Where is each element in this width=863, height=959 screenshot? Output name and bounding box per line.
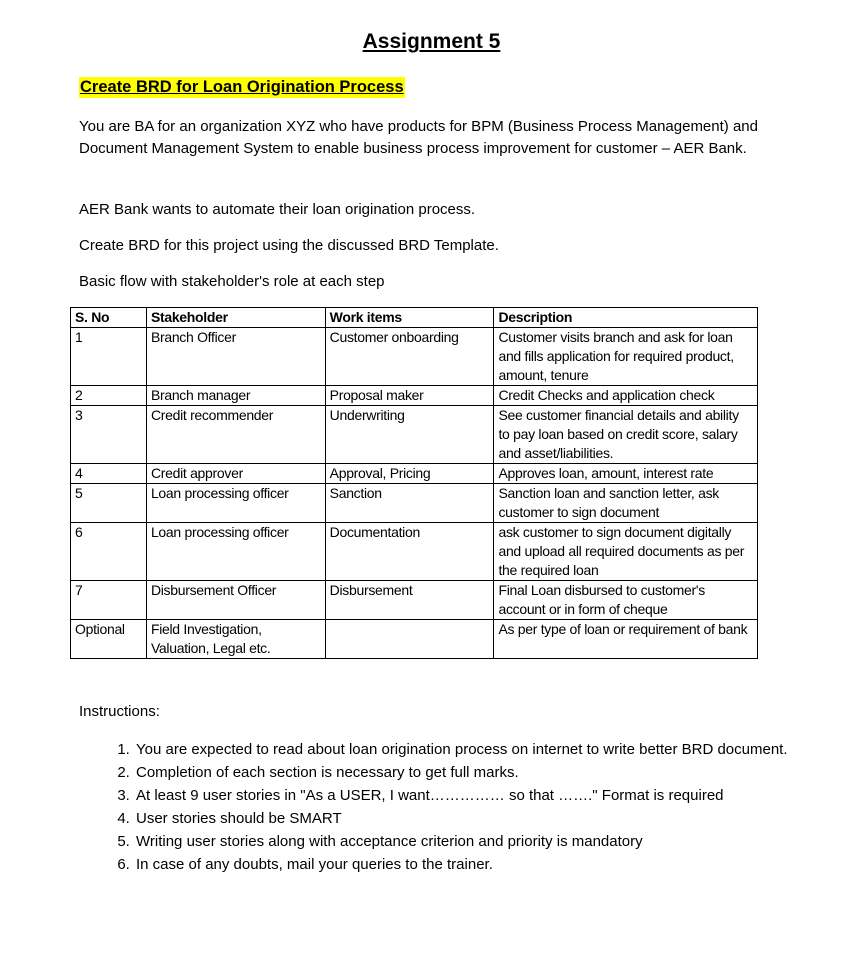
cell-stakeholder: Branch Officer <box>146 328 325 386</box>
instructions-list <box>104 738 834 876</box>
cell-work-item: Customer onboarding <box>325 328 494 386</box>
header-sno: S. No <box>71 308 147 328</box>
cell-work-item: Disbursement <box>325 581 494 620</box>
cell-sno: 1 <box>71 328 147 386</box>
table-row <box>71 620 758 659</box>
list-item: 3. At least 9 user stories in "As a USER, I want…………… so that ……." Format is required <box>134 784 834 807</box>
list-item: 4. User stories should be SMART <box>134 807 834 830</box>
cell-sno: Optional <box>71 620 147 659</box>
cell-stakeholder: Loan processing officer <box>146 523 325 581</box>
cell-work-item: Sanction <box>325 484 494 523</box>
cell-description: Final Loan disbursed to customer's account or in form of cheque <box>494 581 758 620</box>
table-row <box>71 523 758 581</box>
cell-sno: 5 <box>71 484 147 523</box>
cell-sno: 2 <box>71 386 147 406</box>
list-item: 5. Writing user stories along with acceptance criterion and priority is mandatory <box>134 830 834 853</box>
header-description: Description <box>494 308 758 328</box>
cell-stakeholder: Disbursement Officer <box>146 581 325 620</box>
list-item: 2. Completion of each section is necessary to get full marks. <box>134 761 834 784</box>
cell-description: Customer visits branch and ask for loan and fills application for required product, amount, tenure <box>494 328 758 386</box>
stakeholder-flow-table <box>70 307 758 659</box>
instructions-heading: Instructions: <box>79 703 160 720</box>
cell-sno: 3 <box>71 406 147 464</box>
cell-description: Credit Checks and application check <box>494 386 758 406</box>
cell-work-item <box>325 620 494 659</box>
cell-description: Approves loan, amount, interest rate <box>494 464 758 484</box>
cell-sno: 6 <box>71 523 147 581</box>
table-row <box>71 581 758 620</box>
cell-work-item: Approval, Pricing <box>325 464 494 484</box>
cell-stakeholder: Branch manager <box>146 386 325 406</box>
table-row <box>71 328 758 386</box>
cell-sno: 7 <box>71 581 147 620</box>
automation-paragraph: AER Bank wants to automate their loan origination process. <box>79 201 476 218</box>
table-row <box>71 406 758 464</box>
cell-work-item: Underwriting <box>325 406 494 464</box>
header-work-items: Work items <box>325 308 494 328</box>
intro-paragraph: You are BA for an organization XYZ who have products for BPM (Business Process Management) and Document Management System to enable business process improvement for customer – AER Bank. <box>79 118 758 157</box>
table-row <box>71 386 758 406</box>
cell-description: See customer financial details and ability to pay loan based on credit score, salary and asset/liabilities. <box>494 406 758 464</box>
cell-stakeholder: Credit recommender <box>146 406 325 464</box>
flow-caption: Basic flow with stakeholder's role at each step <box>79 273 385 290</box>
header-stakeholder: Stakeholder <box>146 308 325 328</box>
cell-description: Sanction loan and sanction letter, ask customer to sign document <box>494 484 758 523</box>
cell-work-item: Documentation <box>325 523 494 581</box>
cell-stakeholder: Loan processing officer <box>146 484 325 523</box>
cell-description: ask customer to sign document digitally and upload all required documents as per the required loan <box>494 523 758 581</box>
task-paragraph: Create BRD for this project using the discussed BRD Template. <box>79 237 499 254</box>
list-item: 1. You are expected to read about loan origination process on internet to write better BRD document. <box>134 738 834 761</box>
document-subtitle: Create BRD for Loan Origination Process <box>80 78 404 96</box>
cell-work-item: Proposal maker <box>325 386 494 406</box>
table-header-row <box>71 308 758 328</box>
document-title: Assignment 5 <box>362 30 501 53</box>
cell-description: As per type of loan or requirement of bank <box>494 620 758 659</box>
table-row <box>71 484 758 523</box>
table-row <box>71 464 758 484</box>
list-item: 6. In case of any doubts, mail your queries to the trainer. <box>134 853 834 876</box>
cell-stakeholder: Field Investigation, Valuation, Legal etc. <box>146 620 325 659</box>
cell-stakeholder: Credit approver <box>146 464 325 484</box>
cell-sno: 4 <box>71 464 147 484</box>
